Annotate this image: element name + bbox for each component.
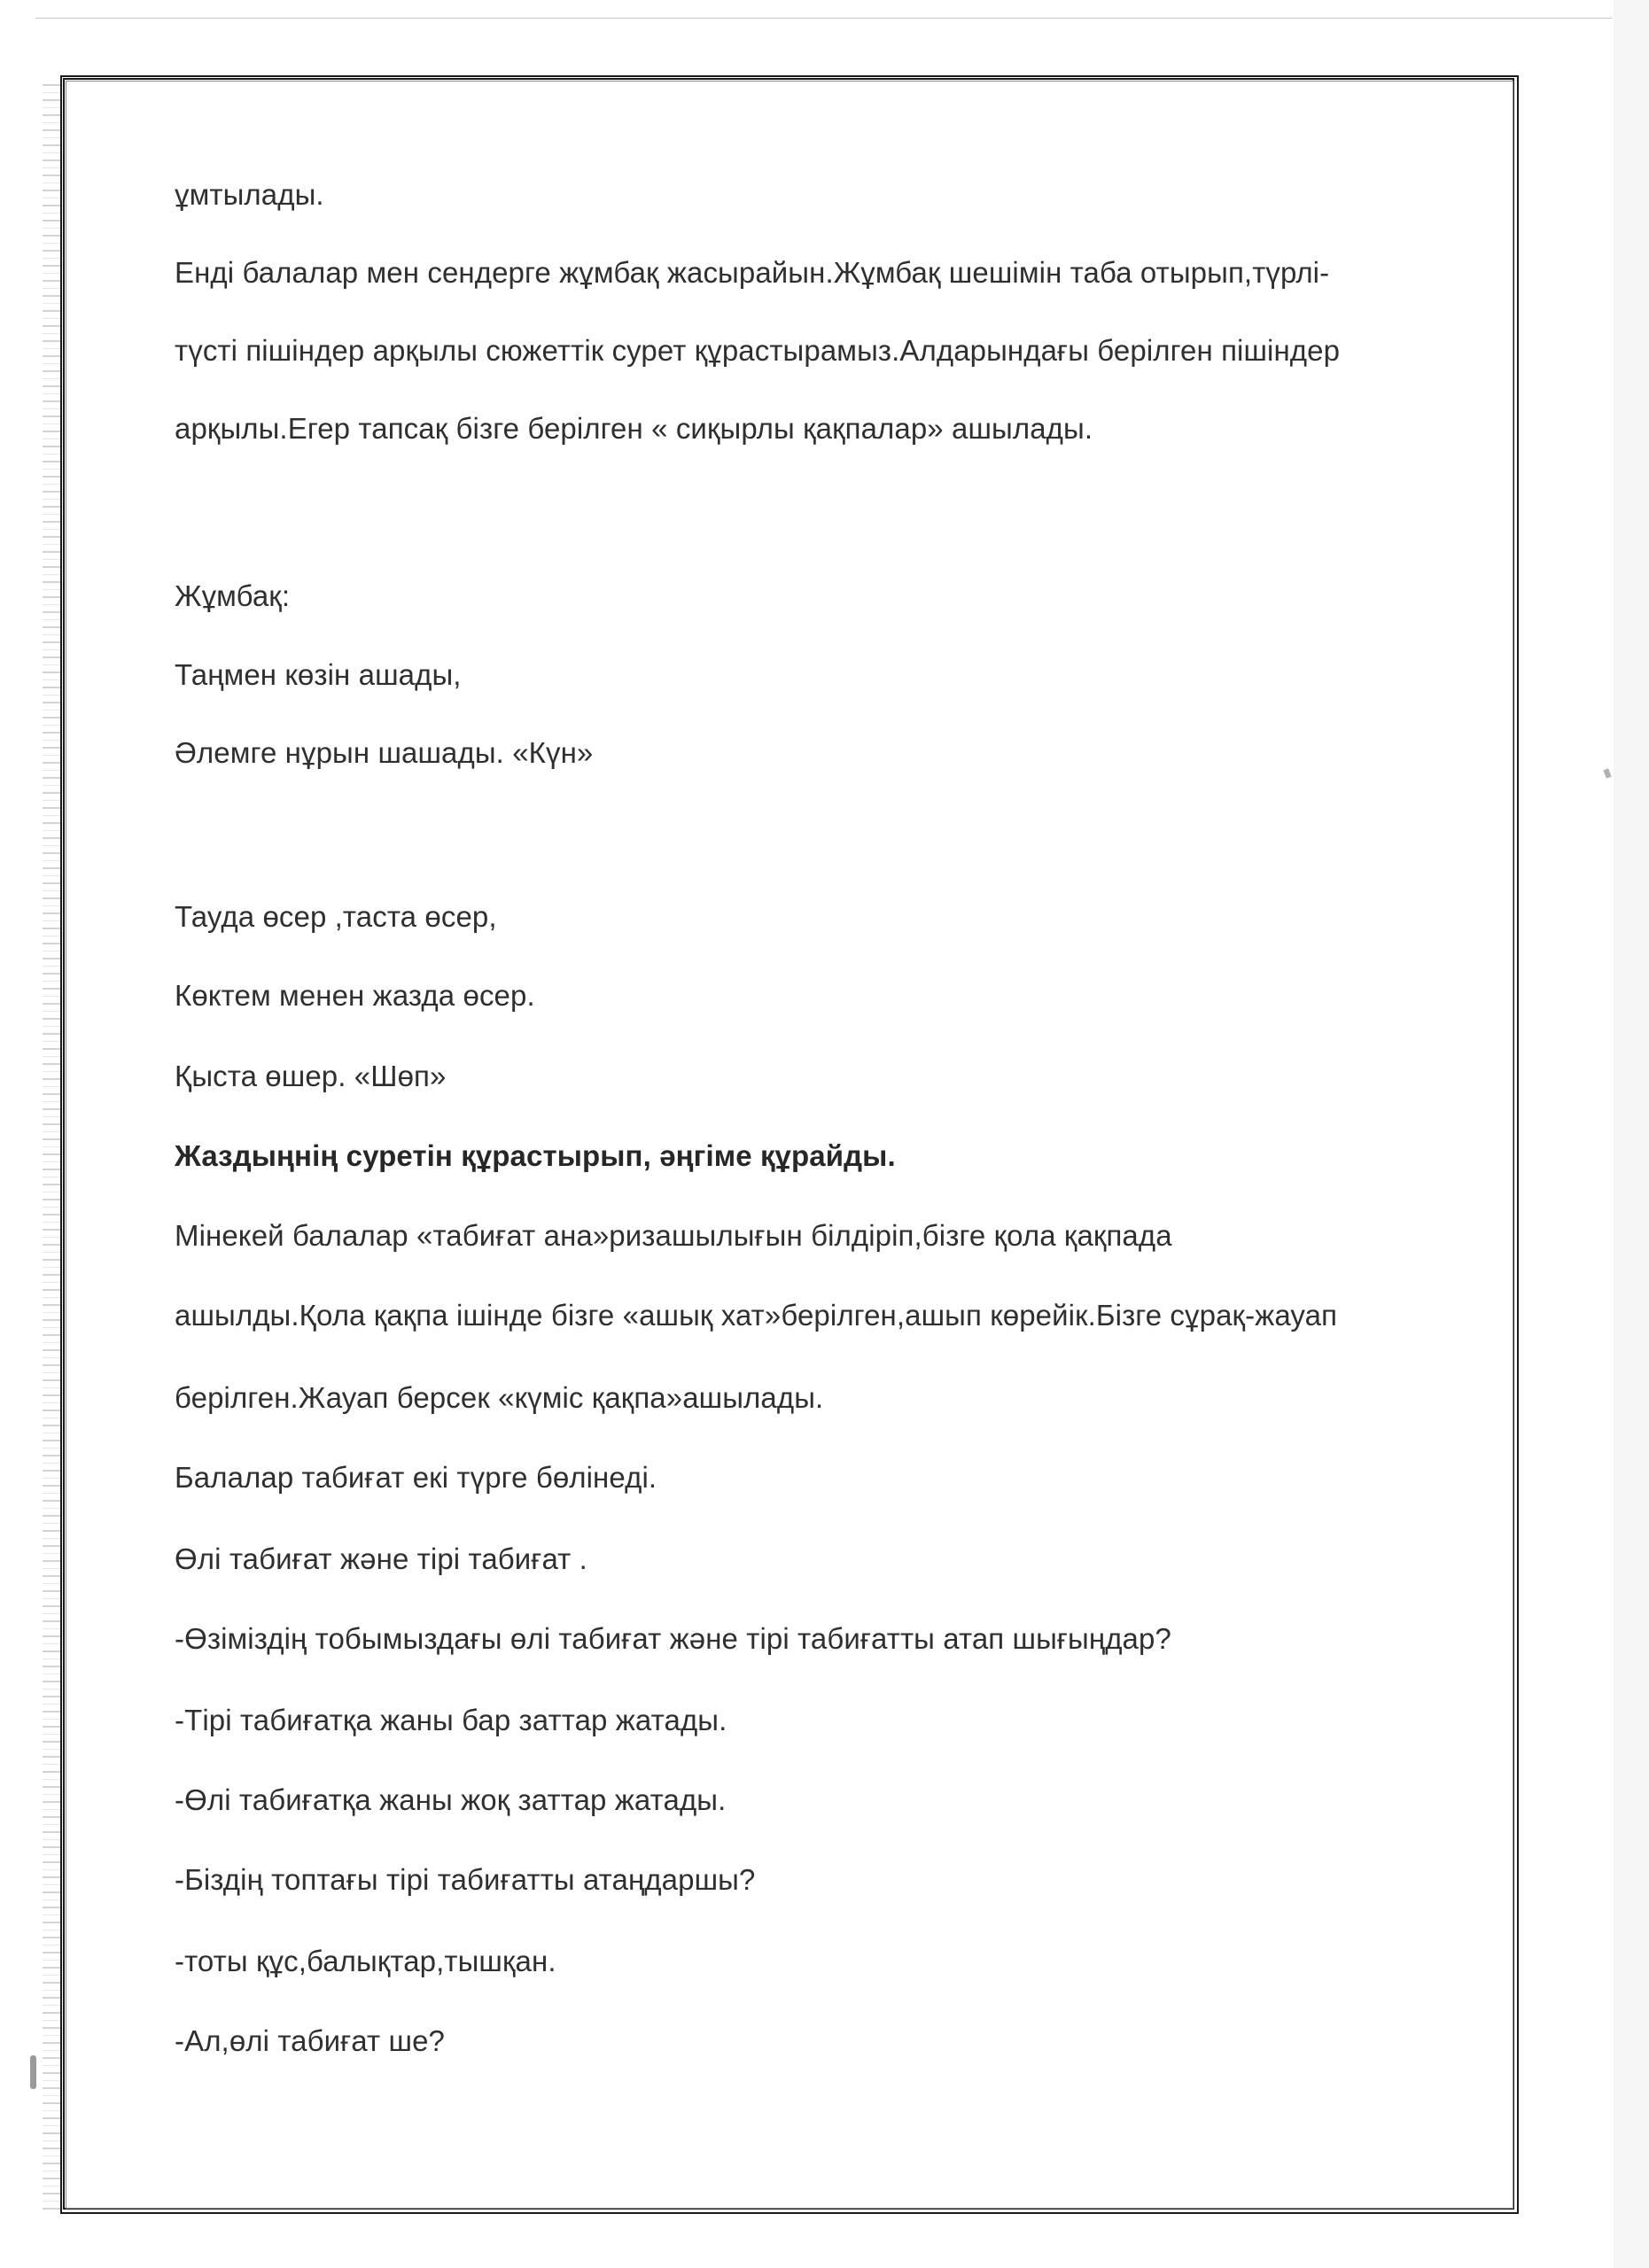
text-line: берілген.Жауап берсек «күміс қақпа»ашылады. — [175, 1381, 824, 1414]
text-line: түсті пішіндер арқылы сюжеттік сурет құрастырамыз.Алдарындағы берілген пішіндер — [175, 334, 1341, 367]
text-line: арқылы.Егер тапсақ бізге берілген « сиқырлы қақпалар» ашылады. — [175, 412, 1093, 445]
dialogue-line: -тоты құс,балықтар,тышқан. — [175, 1945, 556, 1977]
section-heading: Жаздыңнің суретін құрастырып, әңгіме құрайды. — [175, 1139, 896, 1172]
scan-speck — [1603, 768, 1611, 778]
riddle-line: Тауда өсер ,таста өсер, — [175, 900, 497, 933]
dialogue-line: -Ал,өлі табиғат ше? — [175, 2024, 445, 2057]
text-line: Енді балалар мен сендерге жұмбақ жасырайын.Жұмбақ шешімін таба отырып,түрлі- — [175, 256, 1330, 289]
dialogue-line: -Өзіміздің тобымыздағы өлі табиғат және тірі табиғатты атап шығыңдар? — [175, 1622, 1171, 1655]
riddle-heading: Жұмбақ: — [175, 579, 291, 612]
text-line: Өлі табиғат және тірі табиғат . — [175, 1542, 587, 1575]
riddle-line: Әлемге нұрын шашады. «Күн» — [175, 736, 594, 769]
scan-right-edge — [1614, 0, 1649, 2268]
text-line: Балалар табиғат екі түрге бөлінеді. — [175, 1461, 657, 1494]
dialogue-line: -Біздің топтағы тірі табиғатты атаңдаршы? — [175, 1863, 756, 1896]
text-line: ашылды.Қола қақпа ішінде бізге «ашық хат»берілген,ашып көрейік.Бізге сұрақ-жауап — [175, 1299, 1338, 1332]
dialogue-line: -Тірі табиғатқа жаны бар заттар жатады. — [175, 1704, 727, 1736]
riddle-line: Көктем менен жазда өсер. — [175, 979, 535, 1012]
scan-binding-noise — [43, 84, 60, 2210]
scan-smudge — [30, 2055, 36, 2089]
riddle-line: Таңмен көзін ашады, — [175, 658, 462, 691]
text-line: ұмтылады. — [175, 178, 324, 211]
text-line: Мінекей балалар «табиғат ана»ризашылығын білдіріп,бізге қола қақпада — [175, 1219, 1172, 1252]
dialogue-line: -Өлі табиғатқа жаны жоқ заттар жатады. — [175, 1783, 727, 1816]
scan-top-edge — [35, 18, 1613, 19]
riddle-line: Қыста өшер. «Шөп» — [175, 1060, 447, 1092]
